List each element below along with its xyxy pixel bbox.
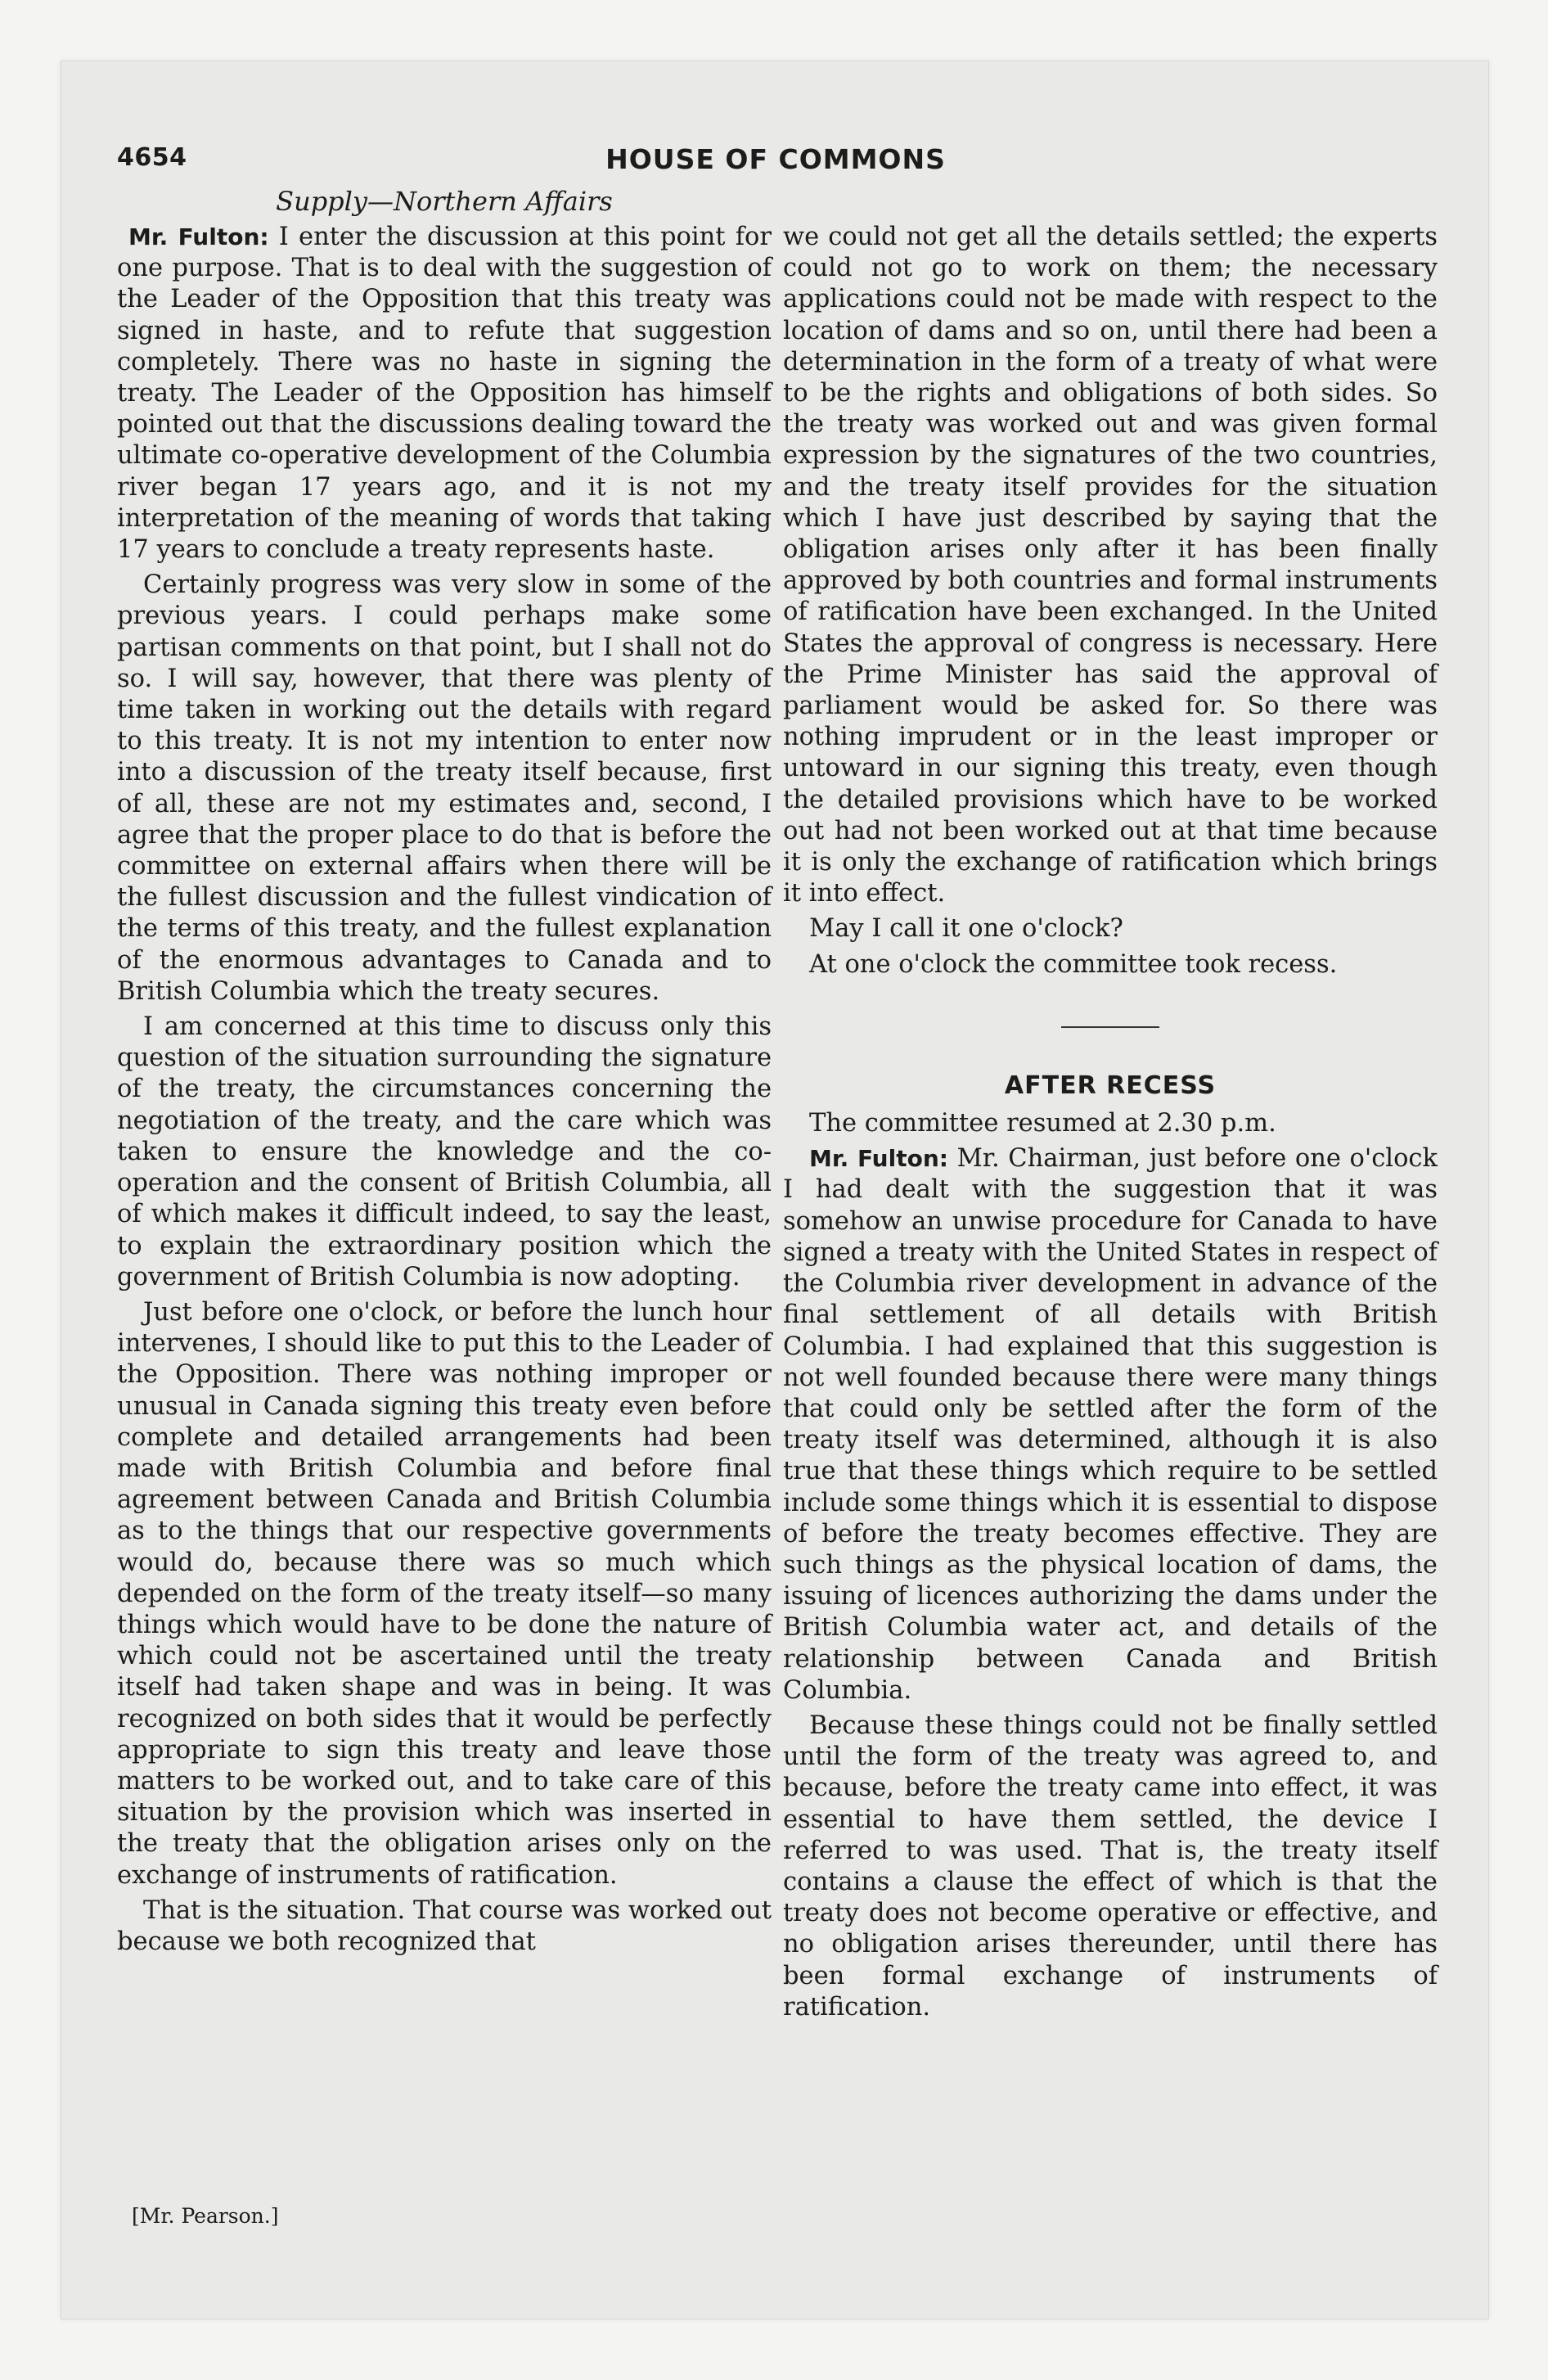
page-number: 4654 — [117, 143, 187, 172]
section-divider — [1061, 1026, 1159, 1028]
right-paragraph-4: The committee resumed at 2.30 p.m. — [809, 1109, 1276, 1138]
speaker-label-2: Mr. Fulton: — [809, 1145, 948, 1173]
left-paragraph-1-text: I enter the discussion at this point for one purpose. That is to deal with the suggestion of the Leader of the Opposition that this treaty was signed in haste, and to refute that suggestion completely. There was no haste in signing the treaty. The Leader of the Opposition has himself pointed out that the discussions dealing toward the ultimate co-operative development of the Columbia river began 17 years ago, and it is not my interpretation of the meaning of words that taking 17 years to conclude a treaty represents haste. — [117, 223, 772, 565]
left-paragraph-4: Just before one o'clock, or before the lunch hour intervenes, I should like to put this to the Leader of the Opposition. There was nothing improper or unusual in Canada signing this treaty even before complete and detailed arrangements had been made with British Columbia and before final agreement between Canada and British Columbia as to the things that our respective governments would do, because there was so much which depended on the form of the treaty itself—so many things which would have to be done the nature of which could not be ascertained until the treaty itself had taken shape and was in being. It was recognized on both sides that it would be perfectly appropriate to sign this treaty and leave those matters to be worked out, and to take care of this situation by the provision which was inserted in the treaty that the obligation arises only on the exchange of instruments of ratification. — [117, 1297, 772, 1890]
right-paragraph-2: May I call it one o'clock? — [809, 914, 1123, 944]
running-head: HOUSE OF COMMONS — [605, 143, 946, 175]
left-paragraph-5: That is the situation. That course was worked out because we both recognized that — [117, 1895, 772, 1956]
section-heading: AFTER RECESS — [1004, 1071, 1217, 1100]
left-paragraph-3: I am concerned at this time to discuss only this question of the situation surrounding the signature of the treaty, the circumstances concerning the negotiation of the treaty, and the care which was taken to ensure the knowledge and the co-operation and the consent of British Columbia, all of which makes it difficult indeed, to say the least, to explain the extraordinary position which the government of British Columbia is now adopting. — [117, 1012, 772, 1291]
speaker-label: Mr. Fulton: — [128, 223, 269, 250]
left-paragraph-2: Certainly progress was very slow in some of the previous years. I could perhaps make some partisan comments on that point, but I shall not do so. I will say, however, that there was plenty of time taken in working out the details with regard to this treaty. It is not my intention to enter now into a discussion of the treaty itself because, first of all, these are not my estimates and, second, I agree that the proper place to do that is before the committee on external affairs when there will be the fullest discussion and the fullest vindication of the terms of this treaty, and the fullest explanation of the enormous advantages to Canada and to British Columbia which the treaty secures. — [117, 570, 772, 1006]
footer-reference: [Mr. Pearson.] — [132, 2204, 279, 2228]
right-paragraph-5 — [783, 1143, 1438, 1706]
page-header — [117, 143, 1434, 184]
right-column — [783, 222, 1438, 2027]
right-paragraph-1: we could not get all the details settled; the experts could not go to work on them; the necessary applications could not be made with respect to the location of dams and so on, until there had been a determination in the form of a treaty of what were to be the rights and obligations of both sides. So the treaty was worked out and was given formal expression by the signatures of the two countries, and the treaty itself provides for the situation which I have just described by saying that the obligation arises only after it has been finally approved by both countries and formal instruments of ratification have been exchanged. In the United States the approval of congress is necessary. Here the Prime Minister has said the approval of parliament would be asked for. So there was nothing imprudent or in the least improper or untoward in our signing this treaty, even though the detailed provisions which have to be worked out had not been worked out at that time because it is only the exchange of ratification which brings it into effect. — [783, 223, 1438, 908]
right-paragraph-3: At one o'clock the committee took recess. — [809, 949, 1338, 979]
right-paragraph-6: Because these things could not be finally settled until the form of the treaty was agreed to, and because, before the treaty came into effect, it was essential to have them settled, the device I referred to was used. That is, the treaty itself contains a clause the effect of which is that the treaty does not become operative or effective, and no obligation arises thereunder, until there has been formal exchange of instruments of ratification. — [783, 1711, 1438, 2022]
document-page — [61, 61, 1489, 2319]
right-paragraph-5-text: Mr. Chairman, just before one o'clock I had dealt with the suggestion that it was somehow an unwise procedure for Canada to have signed a treaty with the United States in respect of the Columbia river development in advance of the final settlement of all details with British Columbia. I had explained that this suggestion is not well founded because there were many things that could only be settled after the form of the treaty itself was determined, although it is also true that these things which require to be settled include some things which it is essential to dispose of before the treaty becomes effective. They are such things as the physical location of dams, the issuing of licences authorizing the dams under the British Columbia water act, and details of the relationship between Canada and British Columbia. — [783, 1144, 1438, 1705]
section-subhead: Supply—Northern Affairs — [276, 186, 613, 217]
left-paragraph-1 — [117, 222, 772, 566]
left-column — [117, 222, 772, 1962]
